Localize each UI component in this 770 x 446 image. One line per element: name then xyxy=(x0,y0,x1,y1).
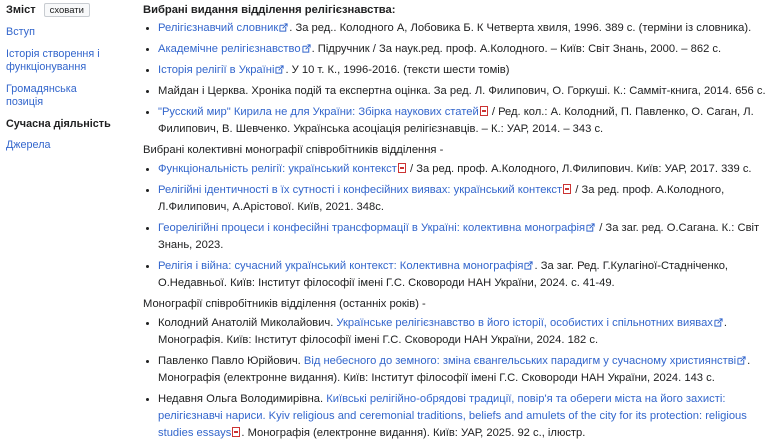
toc-list xyxy=(0,26,120,153)
toc-title: Зміст xyxy=(6,4,36,16)
reference-link[interactable]: Історія релігії в Україні xyxy=(158,64,275,76)
reference-list xyxy=(143,20,768,138)
pdf-icon xyxy=(232,427,240,437)
toc-item[interactable]: Громадянська позиція xyxy=(6,82,77,108)
reference-link[interactable]: Релігійні ідентичності в їх сутності і конфесійних виявах: український контекст xyxy=(158,184,563,196)
reference-item xyxy=(158,182,768,216)
reference-text: . Монографія. Київ: Інститут філософії імені Г.С. Сковороди НАН України, 2024. 182 с. xyxy=(158,317,727,346)
reference-text: / Ред. кол.: А. Колодний, П. Павленко, О. Саган, Л. Филипович, В. Шевченко. Українська асоціація релігієзнавців. – К.: УАР, 2014. – 343 с. xyxy=(158,106,754,135)
reference-list xyxy=(143,161,768,292)
reference-text: . Підручник / За наук.ред. проф. А.Колодного. – Київ: Світ Знань, 2000. – 862 с. xyxy=(311,43,722,55)
reference-text: Майдан і Церква. Хроніка подій та експертна оцінка. За ред. Л. Филипович, О. Горкуші. К.: Самміт-книга, 2014. 656 с. xyxy=(158,85,766,97)
reference-item xyxy=(158,83,768,100)
reference-link[interactable]: Функціональність релігії: український контекст xyxy=(158,163,397,175)
reference-link[interactable]: Релігія і війна: сучасний український контекст: Колективна монографія xyxy=(158,260,524,272)
reference-item xyxy=(158,20,768,37)
reference-item xyxy=(158,258,768,292)
external-link-icon xyxy=(275,65,284,74)
reference-text: / За ред. проф. А.Колодного, Л.Филипович, А.Арістової. Київ, 2021. 348с. xyxy=(158,184,725,213)
reference-text: . За заг. Ред. Г.Кулагіної-Стадніченко, О.Недавньої. Київ: Інститут філософії імені Г.С. Сковороди НАН України, 2024. с. 41-49. xyxy=(158,260,729,289)
table-of-contents xyxy=(0,0,120,433)
external-link-icon xyxy=(714,318,723,327)
reference-text: . За ред.. Колодного А, Лобовика Б. К Четверта хвиля, 1996. 389 с. (терміни із словника). xyxy=(289,22,752,34)
toc-header xyxy=(0,0,120,18)
main-content xyxy=(143,0,768,446)
reference-item xyxy=(158,391,768,442)
pdf-icon xyxy=(398,163,406,173)
section-heading: Монографії співробітників відділення (останніх років) - xyxy=(143,298,426,310)
external-link-icon xyxy=(302,44,311,53)
reference-text: Павленко Павло Юрійович. xyxy=(158,355,304,367)
toc-item[interactable]: Сучасна діяльність xyxy=(6,117,111,130)
pdf-icon xyxy=(480,106,488,116)
reference-item xyxy=(158,62,768,79)
reference-text: . У 10 т. К., 1996-2016. (тексти шести томів) xyxy=(285,64,510,76)
reference-link[interactable]: Георелігійні процеси і конфесійні трансформації в Україні: колективна монографія xyxy=(158,222,586,234)
external-link-icon xyxy=(586,223,595,232)
external-link-icon xyxy=(737,356,746,365)
reference-text: / За ред. проф. А.Колодного, Л.Филипович. Київ: УАР, 2017. 339 с. xyxy=(406,163,752,175)
reference-item xyxy=(158,353,768,387)
reference-link[interactable]: "Русский мир" Кирила не для України: Збірка наукових статей xyxy=(158,106,479,118)
reference-text: . Монографія (електронне видання). Київ: Інститут філософії імені Г.С. Сковороди НАН України, 2024. 143 с. xyxy=(158,355,751,384)
external-link-icon xyxy=(279,23,288,32)
reference-link[interactable]: Українське релігієзнавство в його історії, особистих і спільнотних виявах xyxy=(336,317,713,329)
pdf-icon xyxy=(563,184,571,194)
reference-item xyxy=(158,220,768,254)
reference-link[interactable]: Академічне релігієзнавство xyxy=(158,43,301,55)
reference-text: . Монографія (електронне видання). Київ: УАР, 2025. 92 с., ілюстр. xyxy=(241,427,586,439)
reference-list xyxy=(143,315,768,442)
toc-item[interactable]: Вступ xyxy=(6,26,35,38)
reference-item xyxy=(158,104,768,138)
toc-item[interactable]: Джерела xyxy=(6,139,51,151)
reference-item xyxy=(158,41,768,58)
section-heading: Вибрані видання відділення релігієзнавства: xyxy=(143,4,396,16)
toc-hide-button[interactable]: сховати xyxy=(44,3,90,17)
reference-text: Недавня Ольга Володимирівна. xyxy=(158,393,327,405)
section-heading: Вибрані колективні монографії співробітників відділення - xyxy=(143,144,444,156)
reference-text: Колодний Анатолій Миколайович. xyxy=(158,317,337,329)
reference-item xyxy=(158,315,768,349)
reference-link[interactable]: Від небесного до земного: зміна євангельських парадигм у сучасному християнстві xyxy=(303,355,737,367)
reference-item xyxy=(158,161,768,178)
toc-item[interactable]: Історія створення і функціонування xyxy=(6,47,100,73)
reference-link[interactable]: Релігієзнавчий словник xyxy=(158,22,279,34)
reference-text: / За заг. ред. О.Сагана. К.: Світ Знань, 2023. xyxy=(158,222,760,251)
reference-link[interactable]: Київські релігійно-обрядові традиції, повір'я та обереги міста на його захисті: релігієзнавчі нариси. Kyiv religious and ceremonial traditions, beliefs and amulets of the city for its protection: religious studies essays xyxy=(158,393,747,439)
external-link-icon xyxy=(524,261,533,270)
